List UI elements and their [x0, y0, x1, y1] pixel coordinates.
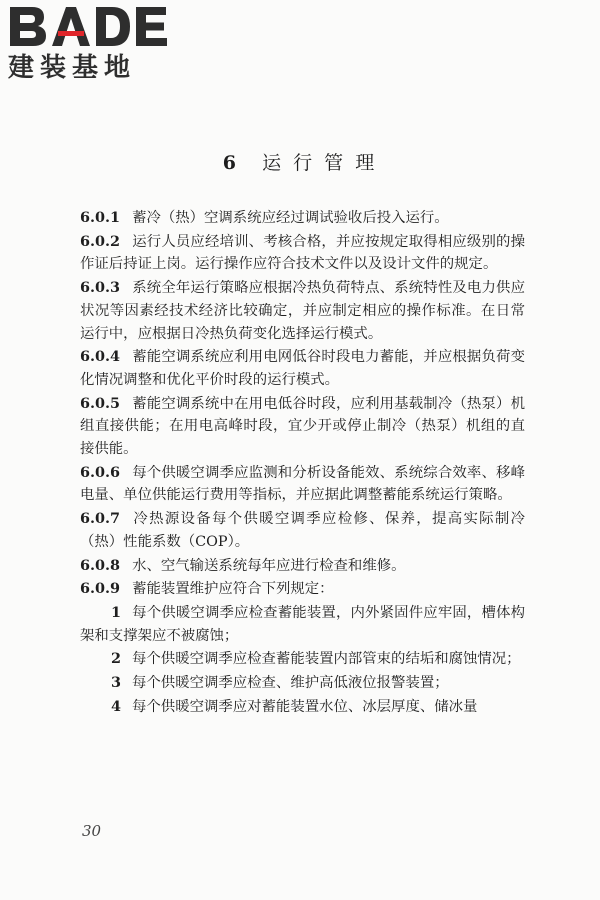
clause-text: 蓄能空调系统中在用电低谷时段，应利用基载制冷（热泵）机组直接供能；在用电高峰时段，宜少开或停止制冷（热泵）机组的直接供能。 [80, 395, 525, 458]
item-number: 3 [111, 674, 122, 692]
clause-text: 蓄能装置维护应符合下列规定： [132, 581, 334, 598]
chapter-title [0, 148, 600, 175]
clause [80, 578, 525, 601]
clause [80, 277, 525, 345]
clause-number: 6.0.1 [80, 209, 121, 226]
clause-number: 6.0.8 [80, 556, 121, 574]
item-number: 1 [111, 603, 122, 621]
clause-number: 6.0.6 [80, 463, 121, 481]
clause [80, 508, 525, 553]
clause-text: 系统全年运行策略应根据冷热负荷特点、系统特性及电力供应状况等因素经技术经济比较确定，并应制定相应的操作标准。在日常运行中，应根据日冷热负荷变化选择运行模式。 [80, 280, 525, 342]
clause-text: 运行人员应经培训、考核合格，并应按规定取得相应级别的操作证后持证上岗。运行操作应符合技术文件以及设计文件的规定。 [80, 233, 525, 273]
chapter-number: 6 [222, 152, 240, 174]
item-text: 每个供暖空调季应检查蓄能装置内部管束的结垢和腐蚀情况； [132, 651, 521, 668]
clause-text: 蓄冷（热）空调系统应经过调试验收后投入运行。 [132, 210, 449, 226]
clause-text: 冷热源设备每个供暖空调季应检修、保养，提高实际制冷（热）性能系数（COP）。 [80, 511, 525, 550]
clause-list [80, 207, 525, 719]
chapter-heading: 运 行 管 理 [262, 152, 378, 174]
clause-number: 6.0.3 [80, 279, 121, 297]
clause-number: 6.0.4 [80, 348, 121, 366]
clause-number: 6.0.5 [80, 394, 121, 412]
clause [80, 207, 525, 230]
clause-number: 6.0.2 [80, 232, 121, 250]
clause-text: 蓄能空调系统应利用电网低谷时段电力蓄能，并应根据负荷变化情况调整和优化平价时段的运行模式。 [80, 349, 525, 388]
clause [80, 231, 525, 276]
clause [80, 346, 525, 391]
item-text: 每个供暖空调季应检查、维护高低液位报警装置； [132, 675, 449, 692]
item-text: 每个供暖空调季应对蓄能装置水位、冰层厚度、储冰量 [132, 698, 478, 715]
list-item [80, 696, 525, 719]
bade-logo [8, 4, 173, 84]
clause-number: 6.0.7 [80, 510, 121, 528]
list-item [80, 672, 525, 695]
clause-text: 每个供暖空调季应监测和分析设备能效、系统综合效率、移峰电量、单位供能运行费用等指标，并应据此调整蓄能系统运行策略。 [80, 464, 525, 504]
clause-number: 6.0.9 [80, 580, 121, 598]
item-number: 4 [111, 697, 122, 715]
item-text: 每个供暖空调季应检查蓄能装置，内外紧固件应牢固，槽体构架和支撑架应不被腐蚀； [80, 604, 525, 644]
logo-wordmark [8, 4, 173, 48]
logo-wordmark-graphic [8, 4, 173, 48]
clause [80, 555, 525, 578]
list-item [80, 648, 525, 671]
list-item [80, 602, 525, 647]
clause-text: 水、空气输送系统每年应进行检查和维修。 [132, 557, 406, 574]
item-number: 2 [111, 650, 122, 668]
page-number: 30 [82, 822, 102, 840]
clause [80, 393, 525, 461]
logo-subtitle: 建装基地 [8, 53, 137, 83]
clause [80, 462, 525, 507]
